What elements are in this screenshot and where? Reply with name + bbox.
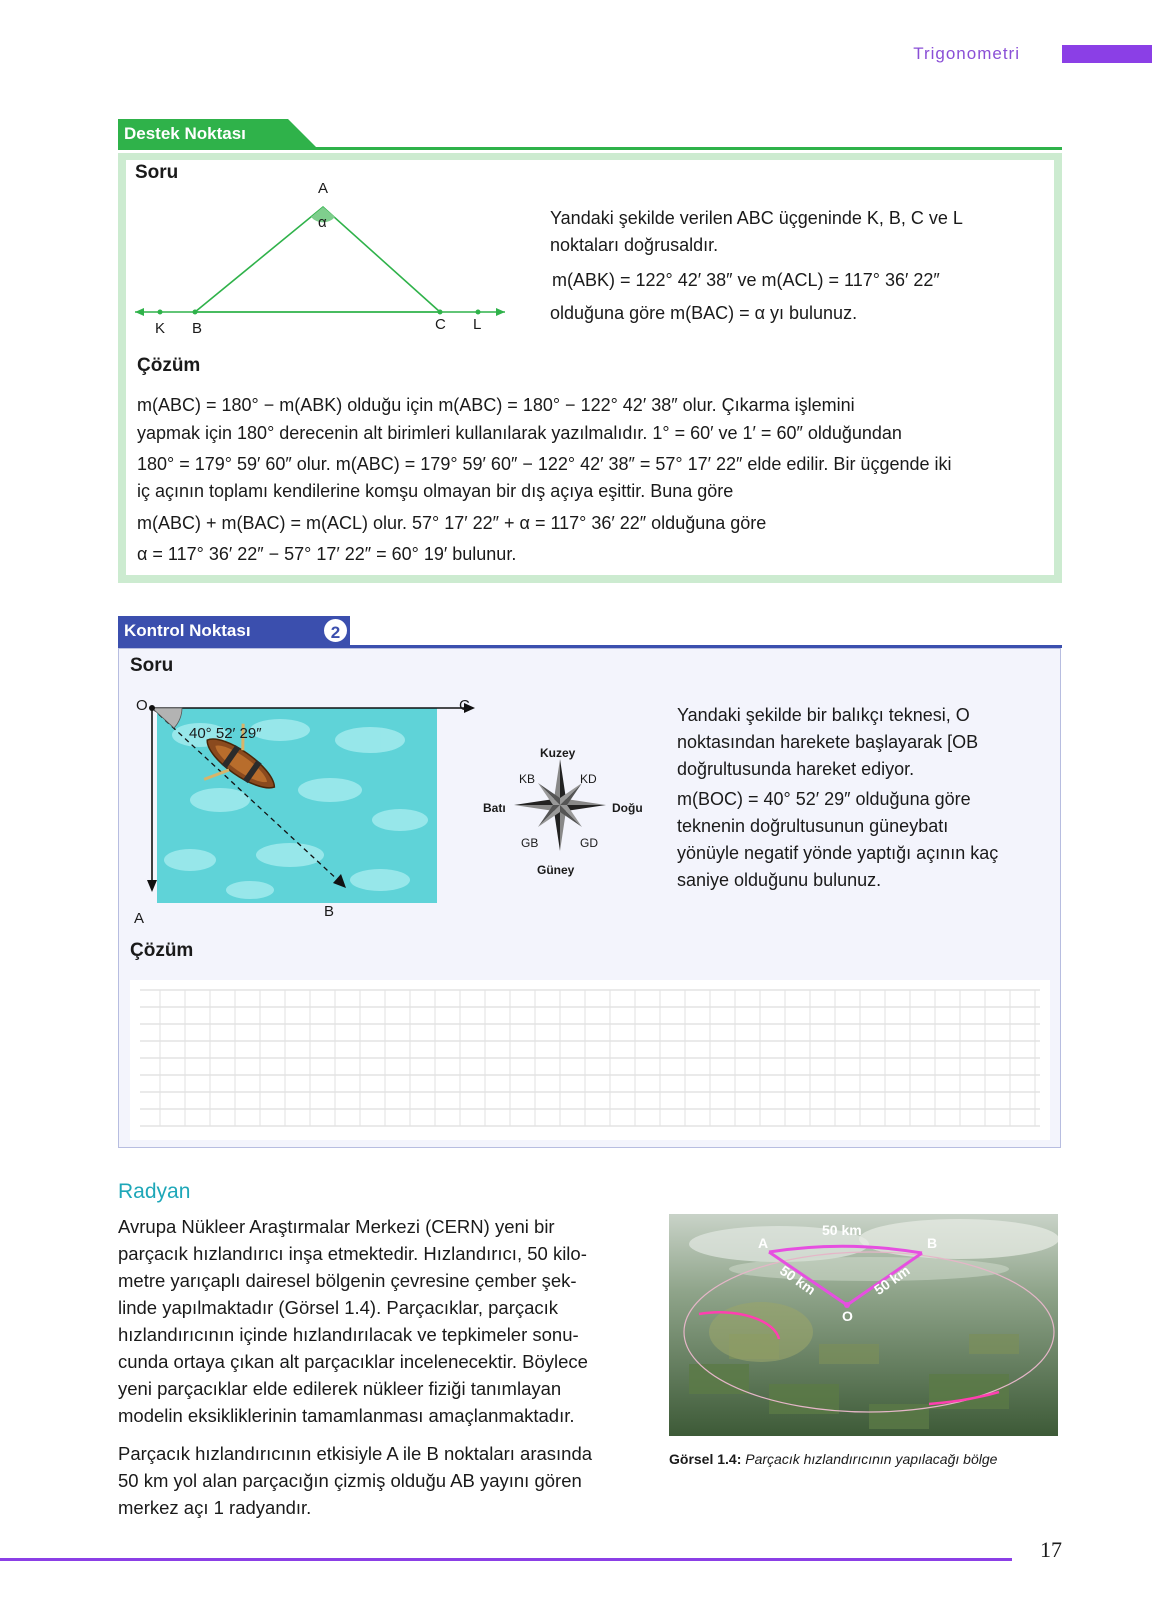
- cern-aerial-photo: [669, 1214, 1058, 1436]
- destek-question-line-2: noktaları doğrusaldır.: [550, 235, 719, 255]
- kontrol-question-line-4: m(BOC) = 40° 52′ 29″ olduğuna göre: [677, 789, 971, 809]
- destek-solution-line-2: yapmak için 180° derecenin alt birimleri kullanılarak yazılmalıdır. 1° = 60′ ve 1′ = 60″ olduğundan: [137, 423, 902, 443]
- compass-ne-label: KD: [580, 772, 597, 786]
- triangle-label-b: B: [192, 320, 203, 337]
- boat-label-a: A: [134, 910, 145, 927]
- radyan-p1-line: Avrupa Nükleer Araştırmalar Merkezi (CERN) yeni bir: [118, 1216, 555, 1237]
- caption-label: Görsel 1.4:: [669, 1451, 742, 1467]
- kontrol-soru-heading: Soru: [130, 655, 174, 676]
- destek-solution-line-5: m(ABC) + m(BAC) = m(ACL) olur. 57° 17′ 22″ + α = 117° 36′ 22″ olduğuna göre: [137, 513, 767, 533]
- photo-caption: [669, 1451, 997, 1467]
- boat-label-b: B: [324, 903, 335, 920]
- radyan-p1-line: cunda ortaya çıkan alt parçacıklar incelenecektir. Böylece: [118, 1351, 588, 1372]
- destek-solution-line-4: iç açının toplamı kendilerine komşu olmayan bir dış açıya eşittir. Buna göre: [137, 481, 734, 501]
- destek-solution-line-3: 180° = 179° 59′ 60″ olur. m(ABC) = 179° 59′ 60″ − 122° 42′ 38″ = 57° 17′ 22″ elde edilir. Bir üçgende iki: [137, 454, 952, 474]
- compass-south-label: Güney: [537, 863, 575, 877]
- photo-label-o: O: [842, 1308, 853, 1324]
- destek-solution-line-1: m(ABC) = 180° − m(ABK) olduğu için m(ABC) = 180° − 122° 42′ 38″ olur. Çıkarma işlemini: [137, 395, 855, 415]
- triangle-figure: [135, 175, 510, 340]
- radyan-title: Radyan: [118, 1180, 191, 1203]
- radyan-p1-line: linde yapılmaktadır (Görsel 1.4). Parçacıklar, parçacık: [118, 1297, 559, 1318]
- boat-figure: [130, 690, 500, 930]
- page-number: 17: [1040, 1537, 1062, 1562]
- compass-se-label: GD: [580, 836, 598, 850]
- destek-solution-line-6: α = 117° 36′ 22″ − 57° 17′ 22″ = 60° 19′ bulunur.: [137, 544, 517, 564]
- compass-nw-label: KB: [519, 772, 536, 786]
- photo-label-left-distance: 50 km: [777, 1262, 819, 1298]
- radyan-p2-line: Parçacık hızlandırıcının etkisiyle A ile B noktaları arasında: [118, 1443, 593, 1464]
- kontrol-cozum-heading: Çözüm: [130, 940, 194, 961]
- kontrol-question-line-6: yönüyle negatif yönde yaptığı açının kaç: [677, 843, 999, 863]
- triangle-label-c: C: [435, 316, 446, 333]
- caption-text: Parçacık hızlandırıcının yapılacağı bölge: [745, 1451, 998, 1467]
- triangle-label-alpha: α: [318, 214, 327, 231]
- radyan-p2-line: 50 km yol alan parçacığın çizmiş olduğu AB yayını gören: [118, 1470, 582, 1491]
- destek-question-line-1: Yandaki şekilde verilen ABC üçgeninde K, B, C ve L: [550, 208, 963, 228]
- photo-label-top-distance: 50 km: [822, 1222, 862, 1238]
- radyan-p1-line: metre yarıçaplı dairesel bölgenin çevresine çember şek-: [118, 1270, 577, 1291]
- radyan-paragraph-2: [118, 1440, 638, 1521]
- photo-label-right-distance: 50 km: [871, 1262, 913, 1298]
- kontrol-top-line: [118, 645, 1062, 648]
- destek-soru-heading: Soru: [135, 162, 179, 183]
- destek-tab-label: Destek Noktası: [124, 124, 246, 143]
- boat-label-c: C: [459, 697, 470, 714]
- destek-question-line-3: m(ABK) = 122° 42′ 38″ ve m(ACL) = 117° 36′ 22″: [552, 270, 940, 290]
- triangle-label-a: A: [318, 180, 329, 197]
- radyan-p1-line: parçacık hızlandırıcı inşa etmektedir. Hızlandırıcı, 50 kilo-: [118, 1243, 587, 1264]
- radyan-p2-line: merkez açı 1 radyandır.: [118, 1497, 312, 1518]
- kontrol-question-line-1: Yandaki şekilde bir balıkçı teknesi, O: [677, 705, 970, 725]
- kontrol-question-line-5: teknenin doğrultusunun güneybatı: [677, 816, 949, 836]
- photo-label-a: A: [758, 1235, 769, 1251]
- answer-grid[interactable]: [130, 980, 1050, 1140]
- boat-angle-label: 40° 52′ 29″: [189, 725, 262, 742]
- kontrol-question-line-3: doğrultusunda hareket ediyor.: [677, 759, 915, 779]
- radyan-p1-line: modelin eksikliklerinin tamamlanması amaçlanmaktadır.: [118, 1405, 575, 1426]
- radyan-p1-line: yeni parçacıklar elde edilerek nükleer fiziği tanımlayan: [118, 1378, 562, 1399]
- header-title: Trigonometri: [913, 44, 1020, 63]
- destek-question-line-4: olduğuna göre m(BAC) = α yı bulunuz.: [550, 303, 858, 323]
- destek-top-line: [118, 147, 1062, 150]
- triangle-label-l: L: [473, 316, 482, 333]
- boat-label-o: O: [136, 697, 148, 714]
- kontrol-number-badge: 2: [322, 617, 349, 644]
- compass-north-label: Kuzey: [540, 746, 576, 760]
- header-accent-bar: [1062, 45, 1152, 63]
- photo-label-b: B: [927, 1235, 938, 1251]
- triangle-label-k: K: [155, 320, 166, 337]
- kontrol-question-line-2: noktasından harekete başlayarak [OB: [677, 732, 979, 752]
- kontrol-question-line-7: saniye olduğunu bulunuz.: [677, 870, 882, 890]
- kontrol-tab-label: Kontrol Noktası: [124, 621, 251, 640]
- compass-west-label: Batı: [483, 801, 506, 815]
- destek-cozum-heading: Çözüm: [137, 355, 201, 376]
- radyan-p1-line: hızlandırıcının içinde hızlandırılacak ve tepkimeler sonu-: [118, 1324, 579, 1345]
- compass-east-label: Doğu: [612, 801, 643, 815]
- compass-sw-label: GB: [521, 836, 539, 850]
- footer-line: [0, 1558, 1012, 1561]
- radyan-paragraph-1: [118, 1213, 638, 1429]
